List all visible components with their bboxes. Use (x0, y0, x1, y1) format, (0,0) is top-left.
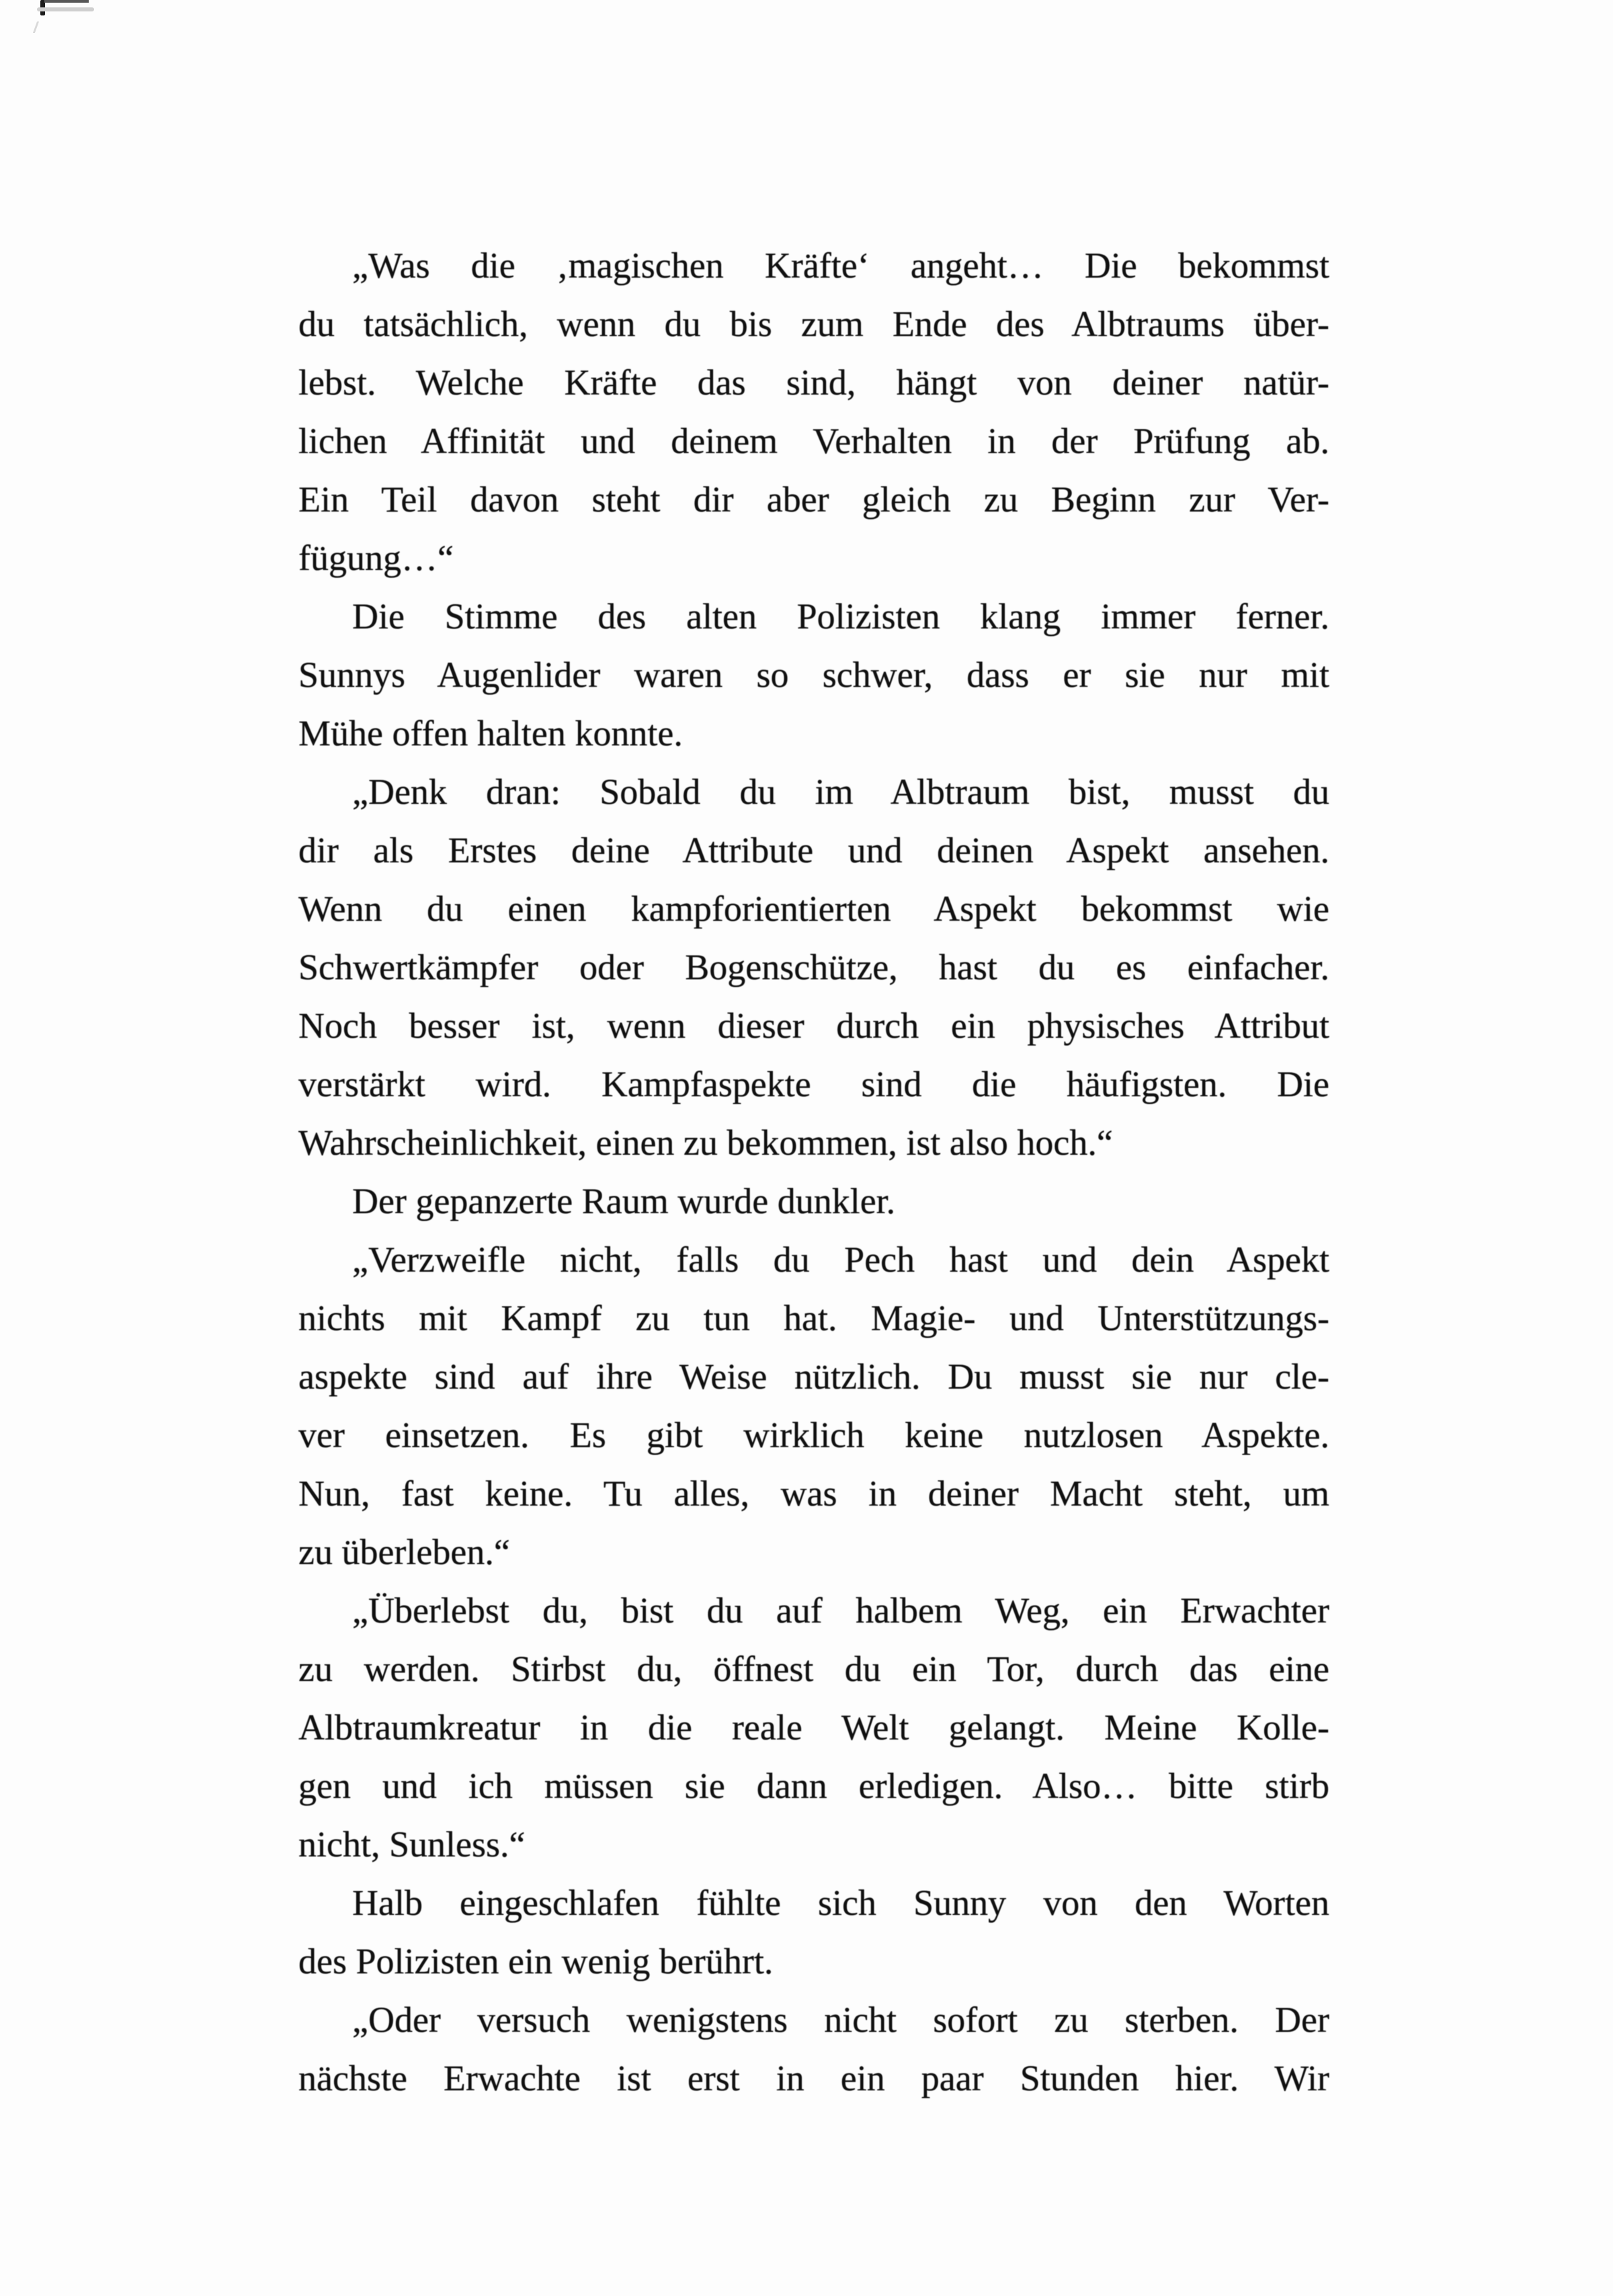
text-line: du tatsächlich, wenn du bis zum Ende des Albtraums über- (298, 304, 1329, 344)
text-line: Wahrscheinlichkeit, einen zu bekommen, ist also hoch.“ (298, 1122, 1113, 1163)
text-line: lichen Affinität und deinem Verhalten in der Prüfung ab. (298, 421, 1329, 461)
text-line: zu werden. Stirbst du, öffnest du ein Tor, durch das eine (298, 1649, 1329, 1689)
text-line: „Denk dran: Sobald du im Albtraum bist, musst du (352, 772, 1329, 812)
text-line: ver einsetzen. Es gibt wirklich keine nutzlosen Aspekte. (298, 1415, 1329, 1455)
text-line: nicht, Sunless.“ (298, 1824, 526, 1864)
text-line: Der gepanzerte Raum wurde dunkler. (352, 1181, 896, 1221)
text-line: gen und ich müssen sie dann erledigen. Also… bitte stirb (298, 1766, 1329, 1806)
text-line: verstärkt wird. Kampfaspekte sind die häufigsten. Die (298, 1064, 1329, 1104)
page-text-block (298, 237, 1329, 2108)
text-line: „Überlebst du, bist du auf halbem Weg, ein Erwachter (352, 1590, 1329, 1631)
text-line: Albtraumkreatur in die reale Welt gelangt. Meine Kolle- (298, 1707, 1329, 1748)
text-line: Wenn du einen kampforientierten Aspekt bekommst wie (298, 889, 1329, 929)
text-line: Noch besser ist, wenn dieser durch ein physisches Attribut (298, 1006, 1329, 1046)
text-line: „Was die ‚magischen Kräfte‘ angeht… Die bekommst (352, 245, 1329, 286)
text-line: lebst. Welche Kräfte das sind, hängt von deiner natür- (298, 362, 1329, 403)
text-line: fügung…“ (298, 538, 454, 578)
text-line: Die Stimme des alten Polizisten klang immer ferner. (352, 596, 1329, 637)
text-line: nächste Erwachte ist erst in ein paar Stunden hier. Wir (298, 2058, 1329, 2098)
text-line: „Verzweifle nicht, falls du Pech hast und dein Aspekt (352, 1239, 1329, 1280)
scan-artifact-faint-mark (33, 22, 50, 33)
text-line: Schwertkämpfer oder Bogenschütze, hast du es einfacher. (298, 947, 1329, 987)
text-line: Halb eingeschlafen fühlte sich Sunny von den Worten (352, 1883, 1329, 1923)
text-line: Ein Teil davon steht dir aber gleich zu Beginn zur Ver- (298, 479, 1329, 520)
text-line: Sunnys Augenlider waren so schwer, dass er sie nur mit (298, 655, 1329, 695)
text-line: des Polizisten ein wenig berührt. (298, 1941, 774, 1981)
text-line: aspekte sind auf ihre Weise nützlich. Du musst sie nur cle- (298, 1356, 1329, 1397)
text-line: Mühe offen halten konnte. (298, 713, 683, 753)
scan-artifact-smudge (37, 7, 94, 11)
text-line: nichts mit Kampf zu tun hat. Magie- und Unterstützungs- (298, 1298, 1329, 1338)
text-line: Nun, fast keine. Tu alles, was in deiner Macht steht, um (298, 1473, 1329, 1514)
scan-artifact-line (44, 0, 89, 3)
text-line: dir als Erstes deine Attribute und deinen Aspekt ansehen. (298, 830, 1329, 870)
text-line: „Oder versuch wenigstens nicht sofort zu sterben. Der (352, 2000, 1329, 2040)
text-line: zu überleben.“ (298, 1532, 510, 1572)
